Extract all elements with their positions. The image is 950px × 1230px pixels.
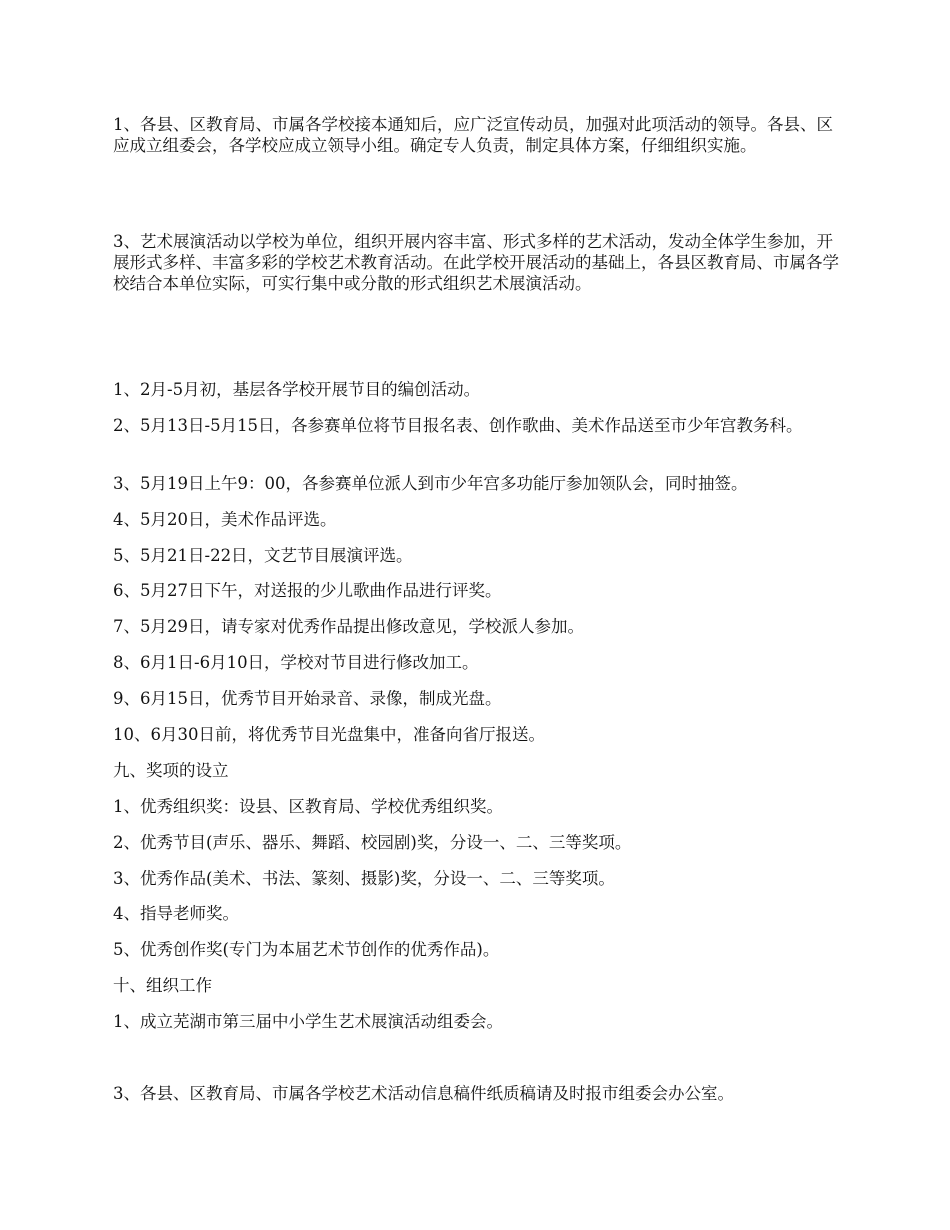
award-item-5: 5、优秀创作奖(专门为本届艺术节创作的优秀作品)。 — [113, 940, 500, 959]
schedule-item-10: 10、6月30日前，将优秀节目光盘集中，准备向省厅报送。 — [113, 725, 545, 744]
award-item-2: 2、优秀节目(声乐、器乐、舞蹈、校园剧)奖，分设一、二、三等奖项。 — [113, 833, 632, 852]
award-item-3: 3、优秀作品(美术、书法、篆刻、摄影)奖，分设一、二、三等奖项。 — [113, 869, 615, 888]
schedule-item-9: 9、6月15日，优秀节目开始录音、录像，制成光盘。 — [113, 689, 502, 708]
schedule-item-3: 3、5月19日上午9：00，各参赛单位派人到市少年宫多功能厅参加领队会，同时抽签。 — [113, 474, 748, 493]
award-item-1: 1、优秀组织奖：设县、区教育局、学校优秀组织奖。 — [113, 797, 503, 816]
schedule-item-2: 2、5月13日-5月15日，各参赛单位将节目报名表、创作歌曲、美术作品送至市少年宫教务科。 — [113, 416, 803, 435]
schedule-item-4: 4、5月20日，美术作品评选。 — [113, 510, 337, 529]
schedule-item-1: 1、2月-5月初，基层各学校开展节目的编创活动。 — [113, 380, 481, 399]
paragraph-leadership: 1、各县、区教育局、市属各学校接本通知后，应广泛宣传动员，加强对此项活动的领导。各县、区应成立组委会，各学校应成立领导小组。确定专人负责，制定具体方案，仔细组织实施。 — [113, 115, 833, 155]
organization-item-1: 1、成立芜湖市第三届中小学生艺术展演活动组委会。 — [113, 1012, 503, 1031]
section-heading-awards: 九、奖项的设立 — [113, 761, 229, 780]
schedule-item-5: 5、5月21日-22日，文艺节目展演评选。 — [113, 546, 413, 565]
section-heading-organization: 十、组织工作 — [113, 976, 212, 995]
award-item-4: 4、指导老师奖。 — [113, 904, 239, 923]
schedule-item-8: 8、6月1日-6月10日，学校对节目进行修改加工。 — [113, 653, 479, 672]
schedule-item-6: 6、5月27日下午，对送报的少儿歌曲作品进行评奖。 — [113, 581, 502, 600]
organization-item-3: 3、各县、区教育局、市属各学校艺术活动信息稿件纸质稿请及时报市组委会办公室。 — [113, 1084, 734, 1103]
paragraph-activity-format: 3、艺术展演活动以学校为单位，组织开展内容丰富、形式多样的艺术活动，发动全体学生参加，开展形式多样、丰富多彩的学校艺术教育活动。在此学校开展活动的基础上，各县区教育局、市属各学校结合本单位实际，可实行集中或分散的形式组织艺术展演活动。 — [113, 232, 839, 293]
schedule-item-7: 7、5月29日，请专家对优秀作品提出修改意见，学校派人参加。 — [113, 617, 584, 636]
